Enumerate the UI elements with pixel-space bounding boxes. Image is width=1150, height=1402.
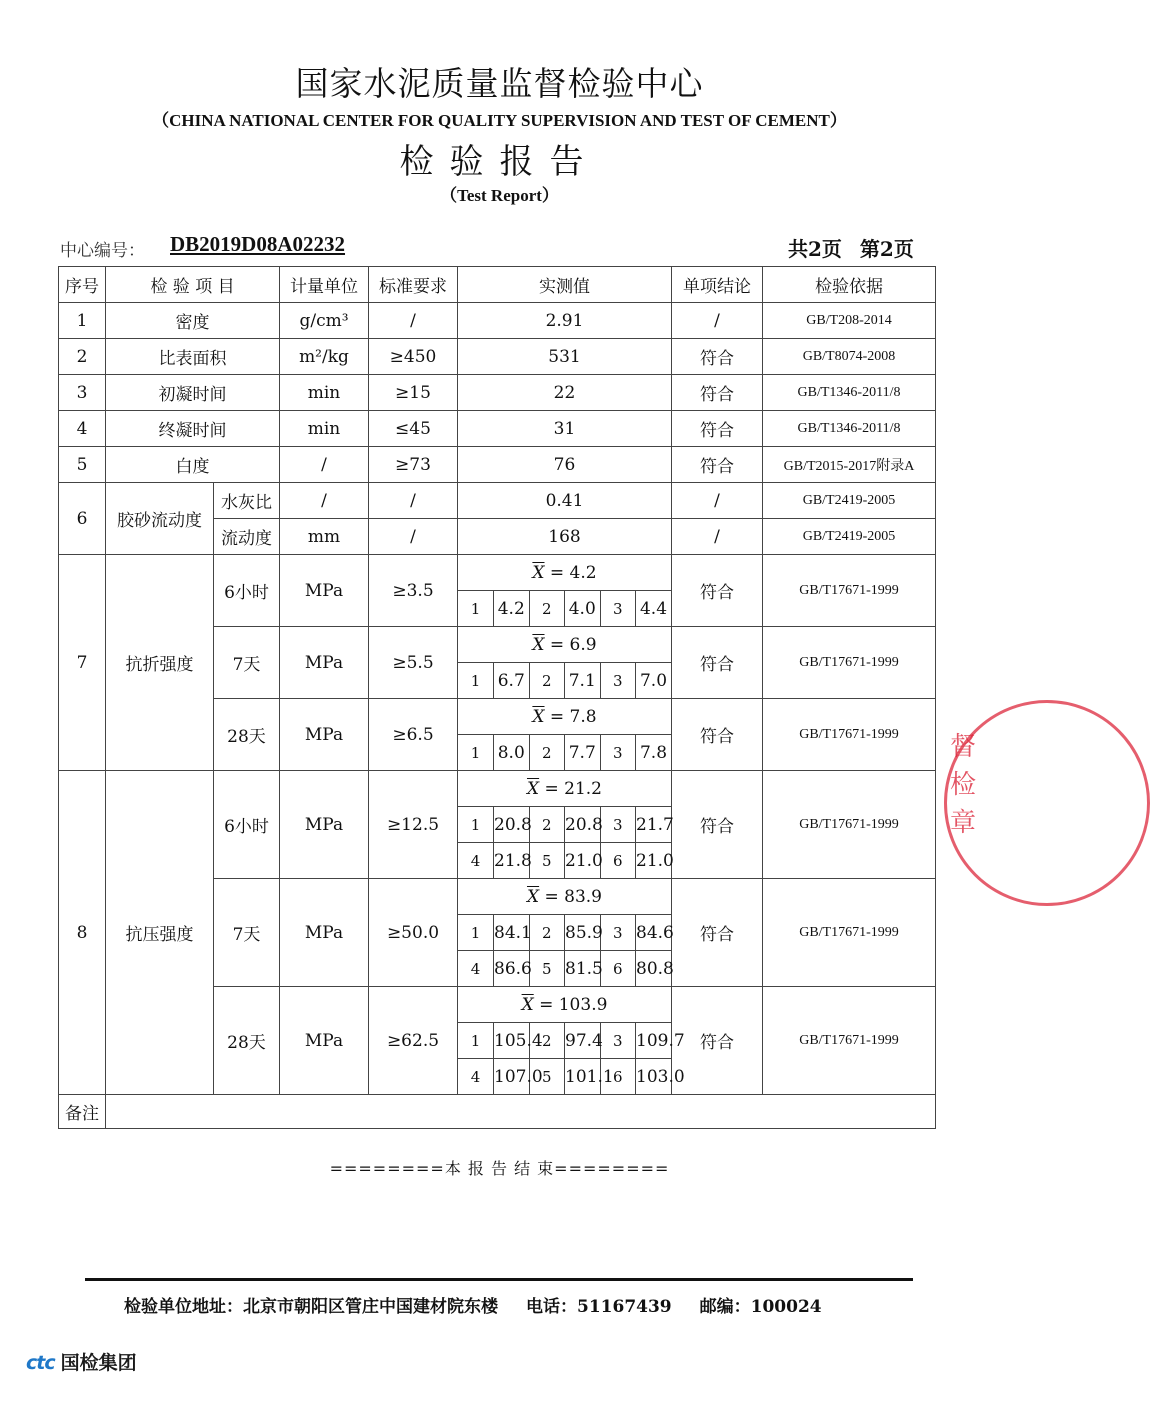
sample-value: 21.7 (636, 807, 672, 843)
row-basis: GB/T17671-1999 (763, 627, 936, 699)
sample-value: 21.0 (636, 843, 672, 879)
sample-value: 84.1 (494, 915, 530, 951)
row-conclusion: / (672, 519, 763, 555)
row-req: ≥5.5 (369, 627, 458, 699)
mean-symbol: $\overline{X}$ (526, 886, 540, 907)
row-conclusion: 符合 (672, 375, 763, 411)
row-req: ≥6.5 (369, 699, 458, 771)
row-age: 7天 (214, 879, 280, 987)
row-value: 2.91 (458, 303, 672, 339)
row-item: 比表面积 (106, 339, 280, 375)
row-seq: 5 (59, 447, 106, 483)
results-table (58, 266, 936, 1129)
row-values (458, 771, 672, 879)
sample-index: 5 (529, 1059, 565, 1095)
sample-index: 2 (529, 591, 565, 627)
row-basis: GB/T17671-1999 (763, 987, 936, 1095)
sample-value: 86.6 (494, 951, 530, 987)
row-unit: / (280, 447, 369, 483)
row-seq: 4 (59, 411, 106, 447)
sample-index: 2 (529, 735, 565, 771)
report-title-en: （Test Report） (440, 186, 559, 205)
sample-index: 5 (529, 951, 565, 987)
header-row (59, 267, 936, 303)
row-value: 168 (458, 519, 672, 555)
row-conclusion: 符合 (672, 879, 763, 987)
row-unit: MPa (280, 879, 369, 987)
row-basis: GB/T17671-1999 (763, 699, 936, 771)
row-age: 7天 (214, 627, 280, 699)
row-basis: GB/T2015-2017附录A (763, 447, 936, 483)
row-basis: GB/T208-2014 (763, 303, 936, 339)
sample-index: 1 (458, 735, 494, 771)
mean-cell (458, 987, 671, 1023)
col-req: 标准要求 (369, 267, 458, 303)
row-unit: min (280, 411, 369, 447)
sample-index: 3 (600, 1023, 636, 1059)
table-row (59, 375, 936, 411)
row-req: ≤45 (369, 411, 458, 447)
page-indicator (788, 233, 914, 262)
row-unit: mm (280, 519, 369, 555)
sample-value: 21.0 (565, 843, 601, 879)
row-conclusion: 符合 (672, 987, 763, 1095)
row-age: 28天 (214, 987, 280, 1095)
logo-text: 国检集团 (60, 1352, 137, 1374)
row-conclusion: 符合 (672, 771, 763, 879)
row-req: / (369, 519, 458, 555)
sample-value: 21.8 (494, 843, 530, 879)
address-text: 检验单位地址：北京市朝阳区管庄中国建材院东楼 (124, 1297, 498, 1317)
col-basis: 检验依据 (763, 267, 936, 303)
row-basis: GB/T2419-2005 (763, 519, 936, 555)
phone-text: 电话：51167439 (526, 1297, 672, 1317)
seal-stamp-text: 督检章 (950, 732, 977, 838)
row-item: 密度 (106, 303, 280, 339)
row-req: / (369, 483, 458, 519)
sample-index: 6 (600, 1059, 636, 1095)
sample-value: 105.4 (494, 1023, 530, 1059)
row-subitem: 流动度 (214, 519, 280, 555)
remark-value (106, 1095, 936, 1129)
center-title-cn: 国家水泥质量监督检验中心 (295, 64, 704, 103)
row-seq: 3 (59, 375, 106, 411)
mean-value: = 21.2 (544, 778, 602, 799)
row-item: 抗压强度 (106, 771, 214, 1095)
center-no-value: DB2019D08A02232 (170, 232, 346, 256)
row-seq: 8 (59, 771, 106, 1095)
sample-index: 3 (600, 591, 636, 627)
col-conclusion: 单项结论 (672, 267, 763, 303)
row-unit: / (280, 483, 369, 519)
table-row (59, 555, 936, 627)
row-basis: GB/T1346-2011/8 (763, 411, 936, 447)
sample-value: 107.0 (494, 1059, 530, 1095)
mean-value: = 103.9 (539, 994, 608, 1015)
row-basis: GB/T1346-2011/8 (763, 375, 936, 411)
sample-index: 2 (529, 663, 565, 699)
table-row (59, 447, 936, 483)
mean-symbol: $\overline{X}$ (532, 706, 545, 727)
row-conclusion: 符合 (672, 555, 763, 627)
col-item: 检 验 项 目 (106, 267, 280, 303)
sample-value: 4.4 (636, 591, 672, 627)
row-basis: GB/T2419-2005 (763, 483, 936, 519)
sample-value: 85.9 (565, 915, 601, 951)
sample-value: 20.8 (494, 807, 530, 843)
row-req: ≥15 (369, 375, 458, 411)
sample-value: 97.4 (565, 1023, 601, 1059)
footer-divider (85, 1278, 913, 1281)
sample-index: 3 (600, 663, 636, 699)
row-conclusion: / (672, 303, 763, 339)
row-values (458, 555, 672, 627)
row-seq: 1 (59, 303, 106, 339)
row-conclusion: 符合 (672, 339, 763, 375)
row-values (458, 879, 672, 987)
row-req: ≥73 (369, 447, 458, 483)
mean-cell (458, 627, 671, 663)
row-unit: m²/kg (280, 339, 369, 375)
sample-value: 84.6 (636, 915, 672, 951)
row-item: 胶砂流动度 (106, 483, 214, 555)
mean-value: = 4.2 (549, 562, 597, 583)
row-age: 28天 (214, 699, 280, 771)
table-row (59, 771, 936, 879)
row-value: 76 (458, 447, 672, 483)
row-unit: MPa (280, 627, 369, 699)
sample-value: 103.0 (636, 1059, 672, 1095)
col-measured: 实测值 (458, 267, 672, 303)
mean-value: = 6.9 (549, 634, 597, 655)
row-unit: MPa (280, 555, 369, 627)
sample-value: 20.8 (565, 807, 601, 843)
remark-label: 备注 (59, 1095, 106, 1129)
sample-index: 3 (600, 735, 636, 771)
sample-index: 6 (600, 951, 636, 987)
mean-cell (458, 555, 671, 591)
row-subitem: 水灰比 (214, 483, 280, 519)
mean-value: = 83.9 (544, 886, 602, 907)
row-basis: GB/T17671-1999 (763, 879, 936, 987)
row-value: 31 (458, 411, 672, 447)
mean-symbol: $\overline{X}$ (532, 634, 545, 655)
row-conclusion: 符合 (672, 627, 763, 699)
footer-contact (124, 1292, 822, 1317)
row-item: 终凝时间 (106, 411, 280, 447)
sample-index: 2 (529, 1023, 565, 1059)
row-values (458, 699, 672, 771)
col-unit: 计量单位 (280, 267, 369, 303)
row-unit: g/cm³ (280, 303, 369, 339)
row-basis: GB/T8074-2008 (763, 339, 936, 375)
sample-index: 1 (458, 1023, 494, 1059)
mean-symbol: $\overline{X}$ (526, 778, 540, 799)
sample-value: 81.5 (565, 951, 601, 987)
sample-value: 7.8 (636, 735, 672, 771)
row-conclusion: / (672, 483, 763, 519)
ctc-logo-icon: ctc (26, 1352, 55, 1374)
row-basis: GB/T17671-1999 (763, 771, 936, 879)
mean-symbol: $\overline{X}$ (521, 994, 534, 1015)
sample-index: 6 (600, 843, 636, 879)
row-unit: MPa (280, 699, 369, 771)
sample-value: 109.7 (636, 1023, 672, 1059)
sample-value: 7.1 (565, 663, 601, 699)
row-values (458, 627, 672, 699)
sample-index: 1 (458, 591, 494, 627)
row-seq: 7 (59, 555, 106, 771)
mean-value: = 7.8 (549, 706, 597, 727)
row-conclusion: 符合 (672, 447, 763, 483)
row-value: 0.41 (458, 483, 672, 519)
row-req: ≥62.5 (369, 987, 458, 1095)
row-item: 抗折强度 (106, 555, 214, 771)
row-seq: 6 (59, 483, 106, 555)
postcode-text: 邮编：100024 (699, 1297, 822, 1317)
table-row (59, 483, 936, 519)
row-item: 白度 (106, 447, 280, 483)
report-title-cn: 检验报告 (399, 142, 600, 182)
row-req: ≥450 (369, 339, 458, 375)
sample-index: 1 (458, 915, 494, 951)
sample-index: 1 (458, 663, 494, 699)
sample-value: 7.7 (565, 735, 601, 771)
ctc-logo (26, 1348, 137, 1375)
sample-index: 4 (458, 951, 494, 987)
row-req: ≥12.5 (369, 771, 458, 879)
sample-value: 80.8 (636, 951, 672, 987)
report-end-line: ========本 报 告 结 束======== (329, 1159, 670, 1178)
sample-value: 4.2 (494, 591, 530, 627)
sample-index: 3 (600, 807, 636, 843)
center-title-en: （CHINA NATIONAL CENTER FOR QUALITY SUPERVISION AND TEST OF CEMENT） (152, 111, 847, 130)
sample-index: 4 (458, 1059, 494, 1095)
row-conclusion: 符合 (672, 411, 763, 447)
mean-cell (458, 699, 671, 735)
sample-index: 2 (529, 915, 565, 951)
row-unit: MPa (280, 987, 369, 1095)
sample-index: 1 (458, 807, 494, 843)
row-unit: min (280, 375, 369, 411)
row-req: ≥3.5 (369, 555, 458, 627)
row-seq: 2 (59, 339, 106, 375)
center-no-label: 中心编号： (60, 241, 145, 261)
row-age: 6小时 (214, 771, 280, 879)
sample-index: 5 (529, 843, 565, 879)
sample-index: 3 (600, 915, 636, 951)
sample-value: 101.1 (565, 1059, 601, 1095)
row-basis: GB/T17671-1999 (763, 555, 936, 627)
table-row (59, 339, 936, 375)
sample-value: 6.7 (494, 663, 530, 699)
row-age: 6小时 (214, 555, 280, 627)
col-seq: 序号 (59, 267, 106, 303)
row-conclusion: 符合 (672, 699, 763, 771)
sample-index: 2 (529, 807, 565, 843)
sample-value: 8.0 (494, 735, 530, 771)
sample-value: 4.0 (565, 591, 601, 627)
mean-cell (458, 879, 671, 915)
row-req: ≥50.0 (369, 879, 458, 987)
row-value: 531 (458, 339, 672, 375)
table-row (59, 303, 936, 339)
current-page: 第2页 (859, 237, 914, 261)
mean-cell (458, 771, 671, 807)
total-pages: 共2页 (788, 237, 842, 261)
remark-row (59, 1095, 936, 1129)
table-row (59, 411, 936, 447)
row-value: 22 (458, 375, 672, 411)
sample-value: 7.0 (636, 663, 672, 699)
row-item: 初凝时间 (106, 375, 280, 411)
row-values (458, 987, 685, 1095)
mean-symbol: $\overline{X}$ (532, 562, 545, 583)
row-req: / (369, 303, 458, 339)
row-unit: MPa (280, 771, 369, 879)
sample-index: 4 (458, 843, 494, 879)
